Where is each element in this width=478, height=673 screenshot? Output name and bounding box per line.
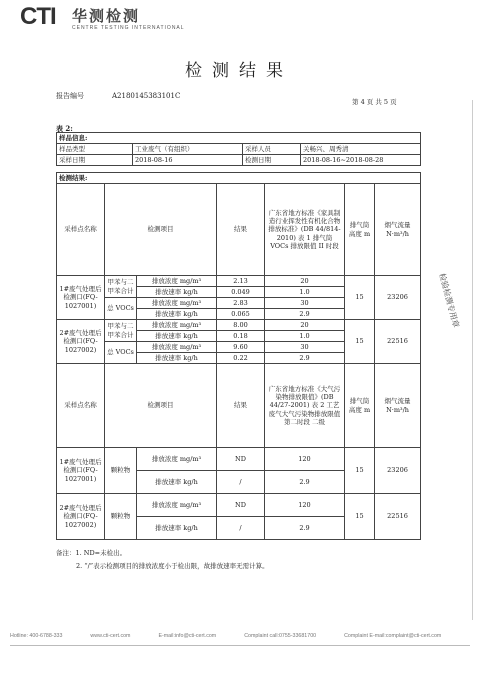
page-title: 检测结果	[185, 61, 293, 81]
stack-height: 15	[345, 494, 375, 540]
item-name: 排放浓度 mg/m³	[137, 448, 217, 471]
results-table	[56, 172, 421, 540]
result-value: ND	[217, 448, 265, 471]
item-name: 排放速率 kg/h	[137, 353, 217, 364]
pollutant-name: 总 VOCs	[105, 342, 137, 364]
item-name: 排放浓度 mg/m³	[137, 298, 217, 309]
logo-cn-text: 华测检测	[72, 8, 141, 25]
header-flow: 烟气流量 N·m³/h	[375, 184, 421, 276]
limit-value: 120	[265, 494, 345, 517]
result-value: 8.00	[217, 320, 265, 331]
sample-info-section: 样品信息:	[57, 133, 421, 144]
item-name: 排放速率 kg/h	[137, 331, 217, 342]
header-flow: 烟气流量 N·m³/h	[375, 364, 421, 448]
result-value: 0.049	[217, 287, 265, 298]
header-point: 采样点名称	[57, 184, 105, 276]
footer-divider	[10, 645, 470, 646]
item-name: 排放浓度 mg/m³	[137, 342, 217, 353]
results-section: 检测结果:	[57, 173, 421, 184]
point-name: 1#废气处理后检测口(FQ-1027001)	[57, 448, 105, 494]
report-number-value: A2180145383101C	[112, 92, 181, 100]
result-value: 0.18	[217, 331, 265, 342]
inspection-stamp: 检验检测专用章	[437, 272, 461, 329]
item-name: 排放速率 kg/h	[137, 287, 217, 298]
limit-value: 120	[265, 448, 345, 471]
note-1: 备注：1. ND=未检出。	[56, 549, 127, 557]
limit-value: 2.9	[265, 517, 345, 540]
item-name: 排放速率 kg/h	[137, 517, 217, 540]
footer-hotline: Hotline: 400-6788-333	[10, 633, 63, 639]
header-point: 采样点名称	[57, 364, 105, 448]
limit-value: 1.0	[265, 331, 345, 342]
item-name: 排放速率 kg/h	[137, 309, 217, 320]
header-height: 排气筒高度 m	[345, 184, 375, 276]
pollutant-name: 甲苯与二甲苯合计	[105, 276, 137, 298]
footer-email: E-mail:info@cti-cert.com	[158, 633, 217, 639]
sampler-label: 采样人员	[243, 144, 301, 155]
point-name: 1#废气处理后检测口(FQ-1027001)	[57, 276, 105, 320]
header-standard-2: 广东省地方标准《大气污染物排放限值》(DB 44/27-2001) 表 2 工艺废气大气污染物排放限值 第二时段 二级	[265, 364, 345, 448]
gas-flow: 22516	[375, 320, 421, 364]
page-edge-line	[472, 100, 473, 620]
footer-complaint-email: Complaint E-mail:complaint@cti-cert.com	[344, 633, 442, 639]
header-item: 检测项目	[105, 184, 217, 276]
gas-flow: 23206	[375, 276, 421, 320]
limit-value: 2.9	[265, 353, 345, 364]
result-value: /	[217, 517, 265, 540]
footer	[10, 633, 470, 639]
result-value: 9.60	[217, 342, 265, 353]
limit-value: 1.0	[265, 287, 345, 298]
limit-value: 20	[265, 276, 345, 287]
result-value: 2.13	[217, 276, 265, 287]
notes	[56, 547, 269, 573]
stack-height: 15	[345, 448, 375, 494]
item-name: 排放浓度 mg/m³	[137, 276, 217, 287]
test-date-value: 2018-08-16~2018-08-28	[301, 155, 421, 166]
sample-date-value: 2018-08-16	[133, 155, 243, 166]
sample-type-value: 工业废气（有组织）	[133, 144, 243, 155]
gas-flow: 23206	[375, 448, 421, 494]
result-value: /	[217, 471, 265, 494]
limit-value: 30	[265, 342, 345, 353]
report-number-label: 报告编号	[56, 92, 84, 100]
header-height: 排气筒高度 m	[345, 364, 375, 448]
result-value: ND	[217, 494, 265, 517]
result-value: 2.83	[217, 298, 265, 309]
footer-web: www.cti-cert.com	[90, 633, 131, 639]
result-value: 0.065	[217, 309, 265, 320]
footer-complaint-call: Complaint call:0755-33681700	[244, 633, 317, 639]
pollutant-name: 总 VOCs	[105, 298, 137, 320]
result-value: 0.22	[217, 353, 265, 364]
header-item: 检测项目	[105, 364, 217, 448]
point-name: 2#废气处理后检测口(FQ-1027002)	[57, 494, 105, 540]
header-result: 结果	[217, 364, 265, 448]
header-result: 结果	[217, 184, 265, 276]
stack-height: 15	[345, 276, 375, 320]
note-2: 2. “/”表示检测项目的排放浓度小于检出限，故排放速率无需计算。	[76, 562, 269, 570]
sampler-value: 关畅兴、周秀清	[301, 144, 421, 155]
limit-value: 2.9	[265, 471, 345, 494]
limit-value: 2.9	[265, 309, 345, 320]
limit-value: 30	[265, 298, 345, 309]
point-name: 2#废气处理后检测口(FQ-1027002)	[57, 320, 105, 364]
header-standard-1: 广东省地方标准《家具制造行业挥发性有机化合物排放标准》(DB 44/814-2010) 表 1 排气筒 VOCs 排放限值 II 时段	[265, 184, 345, 276]
pollutant-name: 颗粒物	[105, 448, 137, 494]
page-info: 第 4 页 共 5 页	[352, 98, 397, 106]
logo-en-text: CENTRE TESTING INTERNATIONAL	[72, 25, 185, 31]
sample-type-label: 样品类型	[57, 144, 133, 155]
logo-cti-text: CTI	[20, 3, 56, 30]
item-name: 排放速率 kg/h	[137, 471, 217, 494]
table-label: 表 2:	[56, 124, 73, 133]
limit-value: 20	[265, 320, 345, 331]
item-name: 排放浓度 mg/m³	[137, 494, 217, 517]
gas-flow: 22516	[375, 494, 421, 540]
stack-height: 15	[345, 320, 375, 364]
pollutant-name: 甲苯与二甲苯合计	[105, 320, 137, 342]
sample-info-table	[56, 132, 421, 166]
pollutant-name: 颗粒物	[105, 494, 137, 540]
sample-date-label: 采样日期	[57, 155, 133, 166]
test-date-label: 检测日期	[243, 155, 301, 166]
item-name: 排放浓度 mg/m³	[137, 320, 217, 331]
report-number	[56, 91, 180, 101]
